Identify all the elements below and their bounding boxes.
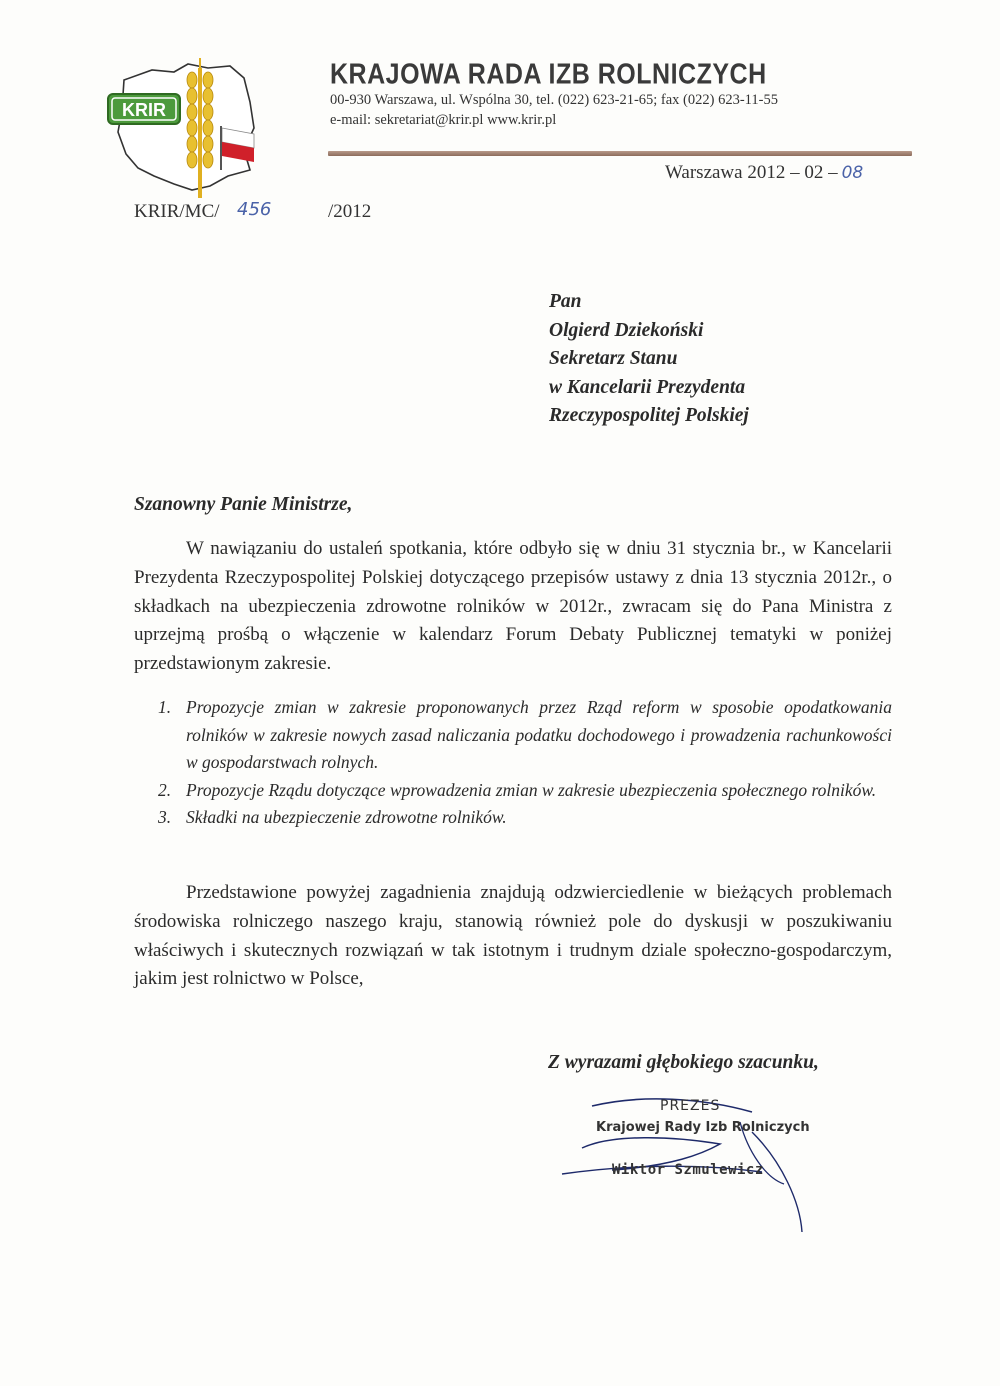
- krir-badge-label: KRIR: [122, 100, 166, 120]
- addressee-line: Pan: [549, 291, 582, 312]
- list-item-number: 3.: [158, 807, 172, 827]
- krir-logo: [104, 58, 264, 198]
- list-item-text: Składki na ubezpieczenie zdrowotne rolników.: [186, 807, 507, 827]
- date-handwritten-day: 08: [841, 163, 864, 183]
- list-item-number: 2.: [158, 779, 172, 800]
- reference-handwritten-number: 456: [237, 199, 272, 220]
- list-item: [134, 777, 892, 805]
- letter-date: [665, 162, 863, 184]
- poland-map-outline: [118, 64, 254, 190]
- body-paragraph: Przedstawione powyżej zagadnienia znajdują odzwierciedlenie w bieżących problemach środowiska rolniczego naszego kraju, stanowią również pole do dyskusji w poszukiwaniu właściwych i skutecznych rozwiązań w tak istotnym i trudnym dziale społeczno-gospodarczym, jakim jest rolnictwo w Polsce,: [134, 882, 892, 990]
- stamp-organization: Krajowej Rady Izb Rolniczych: [596, 1120, 810, 1135]
- organization-contact: e-mail: sekretariat@krir.pl www.krir.pl: [330, 112, 557, 128]
- organization-address: 00-930 Warszawa, ul. Wspólna 30, tel. (022) 623-21-65; fax (022) 623-11-55: [330, 92, 778, 108]
- list-item: [134, 694, 892, 777]
- list-item-number: 1.: [158, 697, 172, 717]
- reference-prefix: KRIR/MC/: [134, 201, 220, 222]
- list-item-text: Propozycje zmian w zakresie proponowanych przez Rząd reform w sposobie opodatkowania rolników w zakresie nowych zasad naliczania podatku dochodowego i prowadzenia rachunkowości w gospodarstwach rolnych.: [186, 697, 892, 772]
- addressee-line: w Kancelarii Prezydenta: [549, 376, 746, 398]
- list-item-text: Propozycje Rządu dotyczące wprowadzenia zmian w zakresie ubezpieczenia społecznego rolników.: [186, 779, 877, 800]
- addressee-line: Sekretarz Stanu: [549, 348, 678, 369]
- organization-name: KRAJOWA RADA IZB ROLNICZYCH: [330, 58, 767, 91]
- stamp-title: PREZES: [660, 1098, 721, 1114]
- date-printed: Warszawa 2012 – 02 –: [665, 162, 838, 183]
- stamp-signatory-name: Wiktor Szmulewicz: [612, 1162, 764, 1178]
- addressee-block: [549, 288, 949, 431]
- body-paragraph: W nawiązaniu do ustaleń spotkania, które odbyło się w dniu 31 stycznia br., w Kancelarii Prezydenta Rzeczypospolitej Polskiej dotyczącego przepisów ustawy z dnia 13 stycznia 2012r., o składkach na ubezpieczenia zdrowotne rolników w 2012r., zwracam się do Pana Ministra z uprzejmą prośbą o włączenie w kalendarz Forum Debaty Publicznej tematyki w poniżej przedstawionym zakresie.: [134, 538, 892, 675]
- salutation: Szanowny Panie Ministrze,: [134, 494, 353, 515]
- topic-list: [134, 694, 892, 832]
- addressee-line: Rzeczypospolitej Polskiej: [549, 405, 749, 426]
- closing-phrase: Z wyrazami głębokiego szacunku,: [548, 1052, 819, 1073]
- reference-year: /2012: [328, 201, 372, 222]
- list-item: [134, 804, 892, 832]
- header-rule: [328, 151, 912, 156]
- addressee-line: Olgierd Dziekoński: [549, 319, 704, 341]
